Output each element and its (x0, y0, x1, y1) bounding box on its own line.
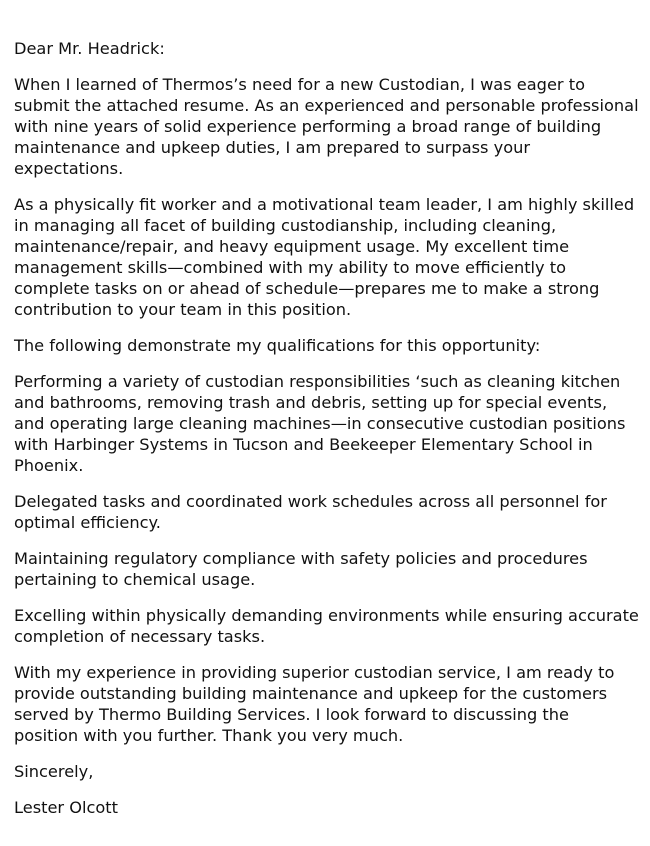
text-line: contribution to your team in this position. (14, 300, 352, 319)
text-line: Phoenix. (14, 456, 84, 475)
text-line: With my experience in providing superior custodian service, I am ready to (14, 663, 615, 682)
text-line: expectations. (14, 159, 124, 178)
text-line: Delegated tasks and coordinated work schedules across all personnel for (14, 492, 607, 511)
paragraph-qualification-3 (14, 548, 642, 590)
text-line: with Harbinger Systems in Tucson and Beekeeper Elementary School in (14, 435, 593, 454)
text-line: optimal efficiency. (14, 513, 161, 532)
text-line: Performing a variety of custodian responsibilities ‘such as cleaning kitchen (14, 372, 621, 391)
text-line: submit the attached resume. As an experienced and personable professional (14, 96, 639, 115)
paragraph-skills (14, 194, 642, 320)
paragraph-closing (14, 662, 642, 746)
text-line: completion of necessary tasks. (14, 627, 266, 646)
text-line: maintenance/repair, and heavy equipment usage. My excellent time (14, 237, 570, 256)
paragraph-qualification-1 (14, 371, 642, 476)
text-line: provide outstanding building maintenance and upkeep for the customers (14, 684, 608, 703)
text-line: When I learned of Thermos’s need for a new Custodian, I was eager to (14, 75, 585, 94)
text-line: pertaining to chemical usage. (14, 570, 256, 589)
paragraph-qualification-2 (14, 491, 642, 533)
paragraph-intro (14, 74, 642, 179)
text-line: complete tasks on or ahead of schedule—prepares me to make a strong (14, 279, 600, 298)
text-line: management skills—combined with my ability to move efficiently to (14, 258, 567, 277)
cover-letter (14, 38, 642, 818)
text-line: As a physically fit worker and a motivational team leader, I am highly skilled (14, 195, 635, 214)
text-line: served by Thermo Building Services. I look forward to discussing the (14, 705, 569, 724)
signature: Lester Olcott (14, 798, 118, 817)
salutation: Dear Mr. Headrick: (14, 39, 165, 58)
text-line: with nine years of solid experience performing a broad range of building (14, 117, 602, 136)
text-line: The following demonstrate my qualifications for this opportunity: (14, 336, 541, 355)
text-line: and bathrooms, removing trash and debris, setting up for special events, (14, 393, 608, 412)
text-line: maintenance and upkeep duties, I am prepared to surpass your (14, 138, 531, 157)
text-line: in managing all facet of building custodianship, including cleaning, (14, 216, 557, 235)
text-line: Excelling within physically demanding environments while ensuring accurate (14, 606, 639, 625)
text-line: position with you further. Thank you very much. (14, 726, 404, 745)
paragraph-qualification-4 (14, 605, 642, 647)
text-line: and operating large cleaning machines—in consecutive custodian positions (14, 414, 626, 433)
paragraph-qualifications-intro (14, 335, 642, 356)
text-line: Maintaining regulatory compliance with safety policies and procedures (14, 549, 588, 568)
closing: Sincerely, (14, 762, 94, 781)
